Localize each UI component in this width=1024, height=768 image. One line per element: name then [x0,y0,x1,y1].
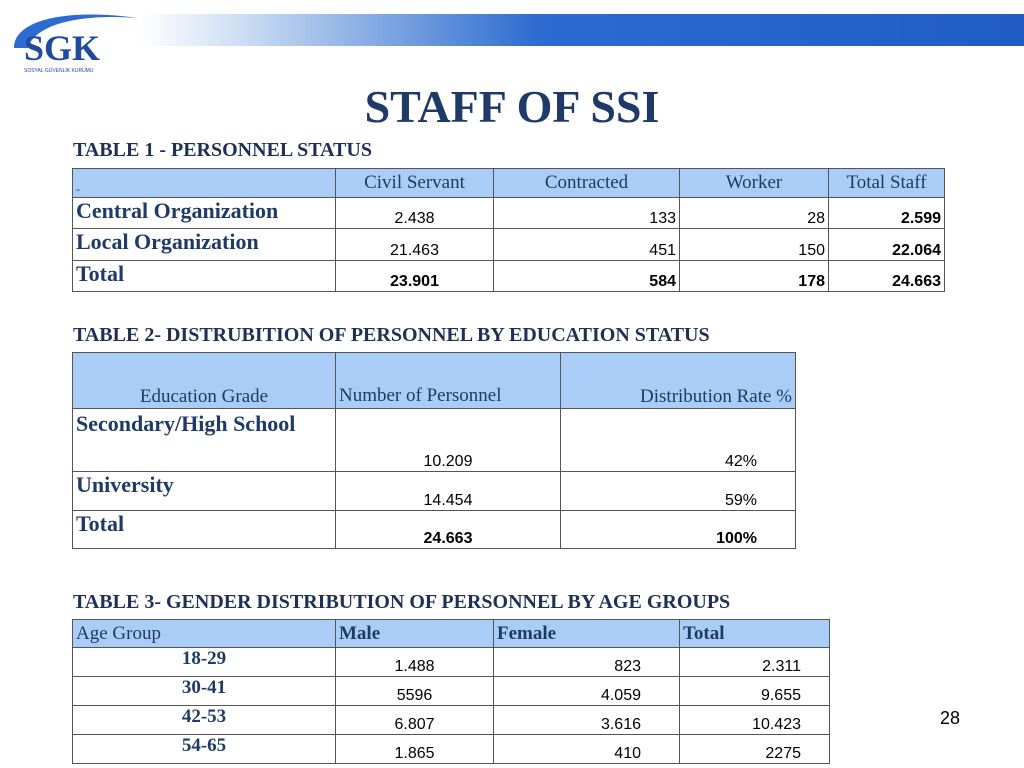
table-row [73,198,945,229]
age-gender-table [72,619,830,764]
cell-total: 2275 [680,735,830,764]
table3-header: Age Group [73,620,336,648]
table3-header: Male [336,620,494,648]
row-label: Total [73,511,336,549]
cell-total-staff: 24.663 [829,261,945,292]
logo-subtext: SOSYAL GÜVENLİK KURUMU [24,68,94,74]
table2-header: Education Grade [73,353,336,409]
table-row [73,706,830,735]
cell-female: 3.616 [494,706,680,735]
table3-header: Total [680,620,830,648]
page-title: STAFF OF SSI [364,81,660,132]
cell-female: 410 [494,735,680,764]
table3-caption: TABLE 3- GENDER DISTRIBUTION OF PERSONNEL BY AGE GROUPS [73,591,731,613]
cell-male: 5596 [336,677,494,706]
table1-header: Contracted [494,169,680,198]
cell-total-staff: 2.599 [829,198,945,229]
table-row [73,677,830,706]
table1-header: Civil Servant [336,169,494,198]
table2-header: Distribution Rate % [561,353,796,409]
cell-contracted: 451 [494,229,680,261]
cell-distribution-rate: 42% [561,409,796,472]
table-row [73,648,830,677]
table-row [73,409,796,472]
table3-header: Female [494,620,680,648]
cell-worker: 28 [680,198,829,229]
row-label: Local Organization [73,229,336,261]
cell-contracted: 584 [494,261,680,292]
cell-total: 9.655 [680,677,830,706]
table-row [73,472,796,511]
cell-civil-servant: 21.463 [336,229,494,261]
table-row [73,511,796,549]
cell-worker: 150 [680,229,829,261]
row-label: Central Organization [73,198,336,229]
cell-male: 6.807 [336,706,494,735]
row-label: University [73,472,336,511]
table-row [73,735,830,764]
age-group-label: 54-65 [73,735,336,764]
age-group-label: 30-41 [73,677,336,706]
cell-distribution-rate: 100% [561,511,796,549]
logo-text: SGK [24,28,101,68]
page-number: 28 [940,708,961,728]
table1-header: Worker [680,169,829,198]
table1-corner: - [73,169,336,198]
education-status-table [72,352,796,549]
cell-civil-servant: 23.901 [336,261,494,292]
table1-caption: TABLE 1 - PERSONNEL STATUS [73,139,372,161]
cell-total-staff: 22.064 [829,229,945,261]
table1-header: Total Staff [829,169,945,198]
cell-number-of-personnel: 10.209 [336,409,561,472]
cell-number-of-personnel: 24.663 [336,511,561,549]
row-label: Total [73,261,336,292]
cell-female: 4.059 [494,677,680,706]
table-row [73,229,945,261]
cell-contracted: 133 [494,198,680,229]
sgk-logo-icon [6,8,141,78]
cell-civil-servant: 2.438 [336,198,494,229]
cell-number-of-personnel: 14.454 [336,472,561,511]
row-label: Secondary/High School [73,409,336,472]
cell-distribution-rate: 59% [561,472,796,511]
table2-header: Number of Personnel [336,353,561,409]
cell-worker: 178 [680,261,829,292]
cell-male: 1.488 [336,648,494,677]
personnel-status-table [72,168,945,292]
cell-total: 2.311 [680,648,830,677]
table-row [73,261,945,292]
cell-female: 823 [494,648,680,677]
header-gradient-bar [140,14,1024,46]
table2-caption: TABLE 2- DISTRUBITION OF PERSONNEL BY EDUCATION STATUS [73,324,710,346]
cell-total: 10.423 [680,706,830,735]
age-group-label: 42-53 [73,706,336,735]
cell-male: 1.865 [336,735,494,764]
age-group-label: 18-29 [73,648,336,677]
